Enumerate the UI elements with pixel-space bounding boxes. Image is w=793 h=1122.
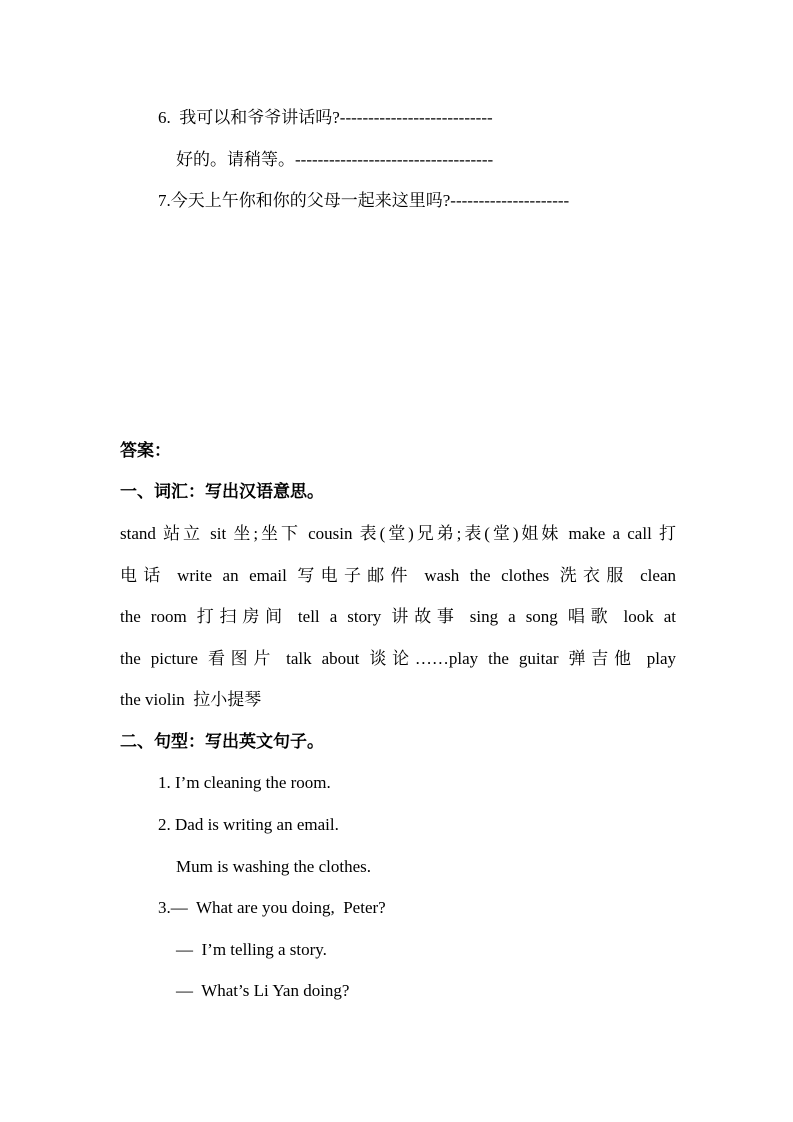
sentence-answer: — What’s Li Yan doing? <box>176 981 350 1000</box>
section-1-title: 一、词汇：写出汉语意思。 <box>120 482 324 501</box>
sentence-answer: 2. Dad is writing an email. <box>158 815 339 834</box>
vocab-line: 电话 write an email 写电子邮件 wash the clothes 洗衣服 clean <box>120 566 676 585</box>
answers-heading: 答案： <box>120 441 171 460</box>
question-6-answer: 好的。请稍等。----------------------------------- <box>176 150 494 169</box>
section-2-title: 二、句型：写出英文句子。 <box>120 732 324 751</box>
vocab-line: stand 站立 sit 坐;坐下 cousin 表(堂)兄弟;表(堂)姐妹 make a call 打 <box>120 524 676 543</box>
vocab-line: the picture 看图片 talk about 谈论……play the guitar 弹吉他 play <box>120 649 676 668</box>
sentence-answer: 1. I’m cleaning the room. <box>158 773 331 792</box>
sentence-answer: Mum is washing the clothes. <box>176 857 372 876</box>
question-7-prompt: 7.今天上午你和你的父母一起来这里吗?--------------------- <box>158 191 570 210</box>
sentence-answer: 3.— What are you doing, Peter? <box>158 898 386 917</box>
sentence-answer: — I’m telling a story. <box>176 940 327 959</box>
question-6-prompt: 6. 我可以和爷爷讲话吗?--------------------------- <box>158 108 493 127</box>
vocab-line: the violin 拉小提琴 <box>120 690 262 709</box>
vocab-line: the room 打扫房间 tell a story 讲故事 sing a song 唱歌 look at <box>120 607 676 626</box>
